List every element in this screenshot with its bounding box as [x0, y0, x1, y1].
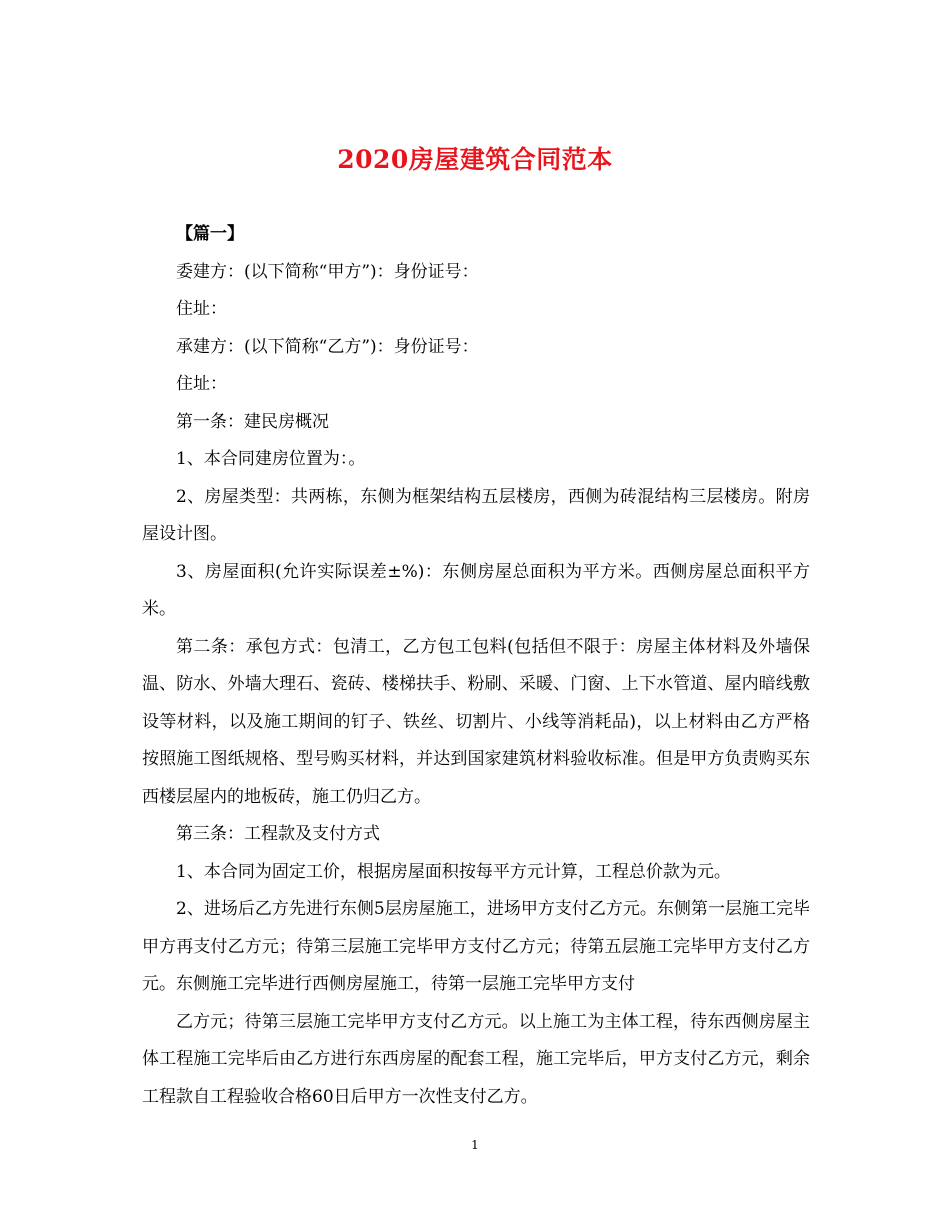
- page-number: 1: [471, 1138, 479, 1152]
- article-1-heading: 第一条：建民房概况: [176, 411, 329, 432]
- paragraph-payment-schedule: 2、进场后乙方先进行东侧5层房屋施工，进场甲方支付乙方元。东侧第一层施工完毕甲方再支付乙方元；待第三层施工完毕甲方支付乙方元；待第五层施工完毕甲方支付乙方元。东侧施工完毕进行西侧房屋施工，待第一层施工完毕甲方支付: [142, 899, 810, 994]
- article-3-heading: 第三条：工程款及支付方式: [176, 824, 380, 844]
- paragraph-location: 1、本合同建房位置为：。: [176, 449, 366, 469]
- section-heading: 【篇一】: [176, 224, 244, 244]
- paragraph-fixed-price: 1、本合同为固定工价，根据房屋面积按每平方元计算，工程总价款为元。: [176, 861, 731, 882]
- article-2-contract-method: 第二条：承包方式：包清工，乙方包工包料(包括但不限于：房屋主体材料及外墙保温、防水、外墙大理石、瓷砖、楼梯扶手、粉刷、采暖、门窗、上下水管道、屋内暗线敷设等材料，以及施工期间的钉子、铁丝、切割片、小线等消耗品)，以上材料由乙方严格按照施工图纸规格、型号购买材料，并达到国家建筑材料验收标准。但是甲方负责购买东西楼层屋内的地板砖，施工仍归乙方。: [142, 636, 810, 807]
- paragraph-building-type: 2、房屋类型：共两栋，东侧为框架结构五层楼房，西侧为砖混结构三层楼房。附房屋设计图。: [142, 486, 810, 544]
- document-title: 2020房屋建筑合同范本: [337, 145, 613, 174]
- paragraph-contractor: 承建方：(以下简称“乙方”)：身份证号：: [176, 336, 479, 357]
- document-body: [142, 216, 810, 1116]
- paragraph-client-address: 住址：: [176, 299, 227, 319]
- paragraph-client: 委建方：(以下简称“甲方”)：身份证号：: [176, 261, 479, 282]
- paragraph-contractor-address: 住址：: [176, 374, 227, 394]
- paragraph-payment-continued: 乙方元；待第三层施工完毕甲方支付乙方元。以上施工为主体工程，待东西侧房屋主体工程施工完毕后由乙方进行东西房屋的配套工程，施工完毕后，甲方支付乙方元，剩余工程款自工程验收合格60日后甲方一次性支付乙方。: [142, 1011, 810, 1107]
- paragraph-building-area: 3、房屋面积(允许实际误差±%)：东侧房屋总面积为平方米。西侧房屋总面积平方米。: [142, 561, 810, 619]
